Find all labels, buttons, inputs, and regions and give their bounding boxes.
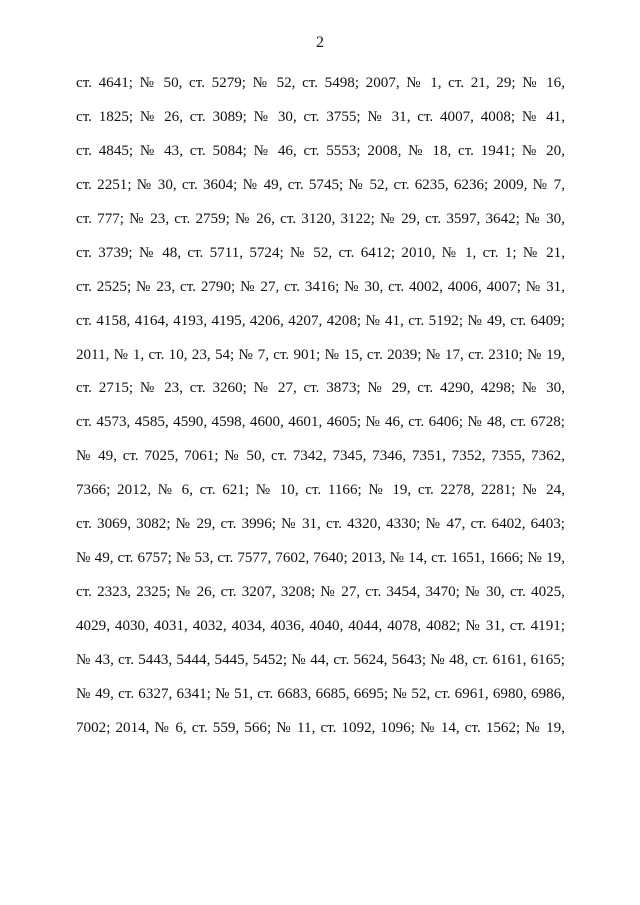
body-text <box>76 73 565 752</box>
text-line: № 49, ст. 6757; № 53, ст. 7577, 7602, 7640; 2013, № 14, ст. 1651, 1666; № 19, <box>76 550 565 567</box>
text-line: ст. 4158, 4164, 4193, 4195, 4206, 4207, 4208; № 41, ст. 5192; № 49, ст. 6409; <box>76 312 565 329</box>
text-line: ст. 777; № 23, ст. 2759; № 26, ст. 3120, 3122; № 29, ст. 3597, 3642; № 30, <box>76 210 565 227</box>
text-line: ст. 3739; № 48, ст. 5711, 5724; № 52, ст. 6412; 2010, № 1, ст. 1; № 21, <box>76 244 565 261</box>
text-line: № 49, ст. 6327, 6341; № 51, ст. 6683, 6685, 6695; № 52, ст. 6961, 6980, 6986, <box>76 685 565 702</box>
text-line: ст. 1825; № 26, ст. 3089; № 30, ст. 3755; № 31, ст. 4007, 4008; № 41, <box>76 108 565 125</box>
text-line: ст. 2323, 2325; № 26, ст. 3207, 3208; № 27, ст. 3454, 3470; № 30, ст. 4025, <box>76 584 565 601</box>
text-line: № 43, ст. 5443, 5444, 5445, 5452; № 44, ст. 5624, 5643; № 48, ст. 6161, 6165; <box>76 651 565 668</box>
text-line: ст. 3069, 3082; № 29, ст. 3996; № 31, ст. 4320, 4330; № 47, ст. 6402, 6403; <box>76 516 565 533</box>
text-line: ст. 4845; № 43, ст. 5084; № 46, ст. 5553; 2008, № 18, ст. 1941; № 20, <box>76 142 565 159</box>
text-line: № 49, ст. 7025, 7061; № 50, ст. 7342, 7345, 7346, 7351, 7352, 7355, 7362, <box>76 448 565 465</box>
text-line: ст. 4573, 4585, 4590, 4598, 4600, 4601, 4605; № 46, ст. 6406; № 48, ст. 6728; <box>76 414 565 431</box>
text-line: ст. 2715; № 23, ст. 3260; № 27, ст. 3873; № 29, ст. 4290, 4298; № 30, <box>76 380 565 397</box>
text-line: 2011, № 1, ст. 10, 23, 54; № 7, ст. 901; № 15, ст. 2039; № 17, ст. 2310; № 19, <box>76 346 565 363</box>
text-line: 4029, 4030, 4031, 4032, 4034, 4036, 4040, 4044, 4078, 4082; № 31, ст. 4191; <box>76 618 565 634</box>
text-line: 7002; 2014, № 6, ст. 559, 566; № 11, ст. 1092, 1096; № 14, ст. 1562; № 19, <box>76 719 565 736</box>
text-line: ст. 2251; № 30, ст. 3604; № 49, ст. 5745; № 52, ст. 6235, 6236; 2009, № 7, <box>76 176 565 193</box>
text-line: ст. 4641; № 50, ст. 5279; № 52, ст. 5498; 2007, № 1, ст. 21, 29; № 16, <box>76 75 565 91</box>
text-line: 7366; 2012, № 6, ст. 621; № 10, ст. 1166; № 19, ст. 2278, 2281; № 24, <box>76 482 565 499</box>
page-number: 2 <box>316 34 324 51</box>
text-line: ст. 2525; № 23, ст. 2790; № 27, ст. 3416; № 30, ст. 4002, 4006, 4007; № 31, <box>76 278 565 295</box>
